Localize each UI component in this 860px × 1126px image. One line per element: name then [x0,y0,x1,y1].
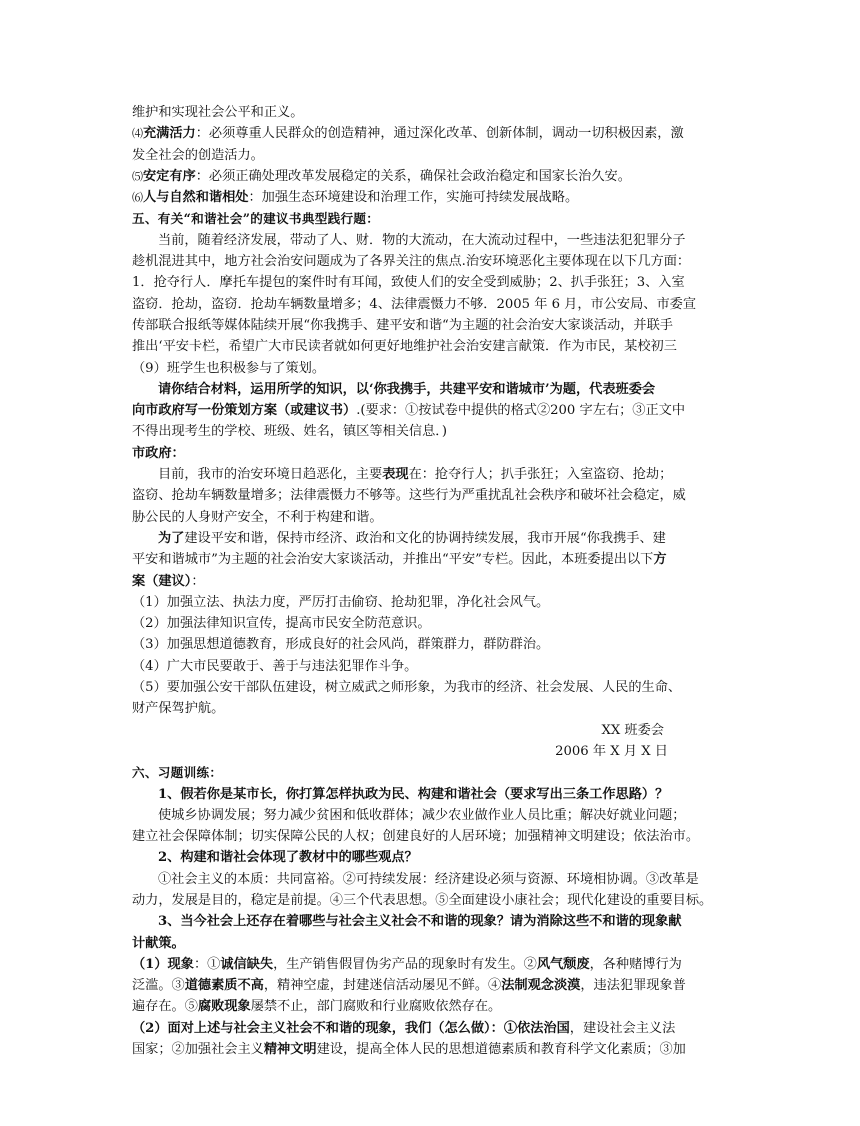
paragraph-line [132,549,752,570]
text: ： [191,573,205,589]
bold-term: 为了 [158,530,185,546]
bold-text: 向市政府写一份策划方案（或建议书） [132,403,357,419]
exercise-question: 计献策。 [132,935,185,951]
paragraph-line: 盗窃、抢劫车辆数量增多；法律震慑力不够等。这些行为严重扰乱社会秩序和破坏社会稳定，威 [132,488,686,504]
bold-term: 法制观念淡漠 [501,978,581,994]
answer-line [132,1018,752,1039]
answer-line [132,954,752,975]
bold-term: 案（建议） [132,573,192,589]
answer-line: ①社会主义的本质：共同富裕。②可持续发展：经济建设必须与资源、环境相协调。③改革是 [158,871,699,887]
exercise-question: 2、构建和谐社会体现了教材中的哪些观点？ [158,850,418,866]
text: 维护和实现社会公平和正义。 [132,105,304,120]
bold-term: 精神文明 [263,1042,317,1058]
answer-line [132,975,752,996]
bold-term: 充满活力 [143,126,196,142]
paragraph-line: 传部联合报纸等媒体陆续开展“你我携手、建平安和谐“为主题的社会治安大家谈活动，并联手 [132,317,673,333]
text: 国家；②加强社会主义 [132,1042,264,1058]
paragraph-line: 盗窃．抢劫，盗窃．抢劫车辆数量增多；4、法律震慑力不够．2005 年 6 月，市公安局、市委宣 [132,296,697,312]
bold-term: 诚信缺失 [220,956,274,972]
text-line [132,102,752,123]
answer-line [132,1039,752,1060]
exercise-question: 3、当今社会上还存在着哪些与社会主义社会不和谐的现象？请为消除这些不和谐的现象献 [158,914,682,930]
section-heading: 五、有关“和谐社会”的建议书典型践行题： [132,211,380,227]
bold-term: 人与自然和谐相处 [143,190,249,206]
text: ，各种赌博行为 [589,956,682,972]
text-line [132,187,752,208]
answer-line: 动力，发展是目的，稳定是前提。④三个代表思想。⑤全面建设小康社会；现代化建设的重要目标。 [132,892,713,908]
bold-term: 腐败现象 [197,999,251,1015]
text: 在：抢夺行人；扒手张狂；入室盗窃、抢劫； [408,467,673,483]
bold-term: 安定有序 [143,168,196,184]
text-line [132,166,752,187]
paragraph-line [132,528,752,549]
question-line: 不得出现考生的学校、班级、姓名，镇区等相关信息．) [132,424,448,440]
bold-term: 依法治国 [517,1020,570,1036]
bold-term: 表现 [382,467,409,483]
signature-date: 2006 年 X 月 X 日 [555,743,668,759]
text: 泛滥。③ [132,978,185,994]
text: 目前，我市的治安环境日趋恶化，主要 [158,467,383,483]
paragraph-line: 当前，随着经济发展，带动了人、财．物的大流动，在大流动过程中，一些违法犯犯罪分子 [158,232,686,248]
suggestion-item: （1）加强立法、执法力度，严厉打击偷窃、抢劫犯罪，净化社会风气。 [132,594,550,610]
answer-line: 建立社会保障体制；切实保障公民的人权；创建良好的人居环境；加强精神文明建设；依法治市。 [132,829,700,845]
suggestion-item: （4）广大市民要敢于、善于与违法犯罪作斗争。 [132,658,418,674]
paragraph-line: （9）班学生也积极参与了策划。 [132,360,326,376]
question-line [132,400,752,421]
question-line: 请你结合材料，运用所学的知识，以‘你我携手，共建平安和谐城市’为题，代表班委会 [158,381,656,397]
paragraph-line: 胁公民的人身财产安全，不利于构建和谐。 [132,509,383,525]
text: 建设平安和谐，保持市经济、政治和文化的协调持续发展，我市开展“你我携手、建 [184,530,666,546]
text-line [132,145,752,166]
text: 屡禁不止，部门腐败和行业腐败依然存在。 [250,999,502,1015]
text: 遍存在。⑤ [132,999,198,1015]
text: 建设，提高全体人民的思想道德素质和教育科学文化素质；③加 [316,1042,686,1058]
salutation: 市政府： [132,445,185,461]
text: ：必须尊重人民群众的创造精神，通过深化改革、创新体制，调动一切积极因素，激 [195,126,684,142]
text: ，生产销售假冒伪劣产品的现象时有发生。② [273,956,537,972]
text: 平安和谐城市”为主题的社会治安大家谈活动，并推出“平安”专栏。因此，本班委提出以下 [132,552,654,568]
document-page [132,102,752,1060]
text-line [132,123,752,144]
exercise-question: 1、假若你是某市长，你打算怎样执政为民、构建和谐社会（要求写出三条工作思路）？ [158,786,669,802]
answer-line [132,996,752,1017]
list-number: ⑷ [132,127,143,141]
bold-term: 风气颓废 [536,956,590,972]
suggestion-item: （3）加强思想道德教育，形成良好的社会风尚，群策群力，群防群治。 [132,637,550,653]
paragraph-line [132,571,752,592]
list-number: ⑹ [132,191,143,205]
text: ：加强生态环境建设和治理工作，实施可持续发展战略。 [248,190,579,206]
bold-term: 道德素质不高 [184,978,264,994]
suggestion-item: （2）加强法律知识宣传，提高市民安全防范意识。 [132,616,431,632]
bold-term: 方 [653,552,667,568]
paragraph-line: 趁机混进其中，地方社会治安问题成为了各界关注的焦点.治安环境恶化主要体现在以下几方面： [132,254,691,270]
suggestion-item: 财产保驾护航。 [132,701,225,717]
bold-text: （2）面对上述与社会主义社会不和谐的现象，我们（怎么做）：① [132,1020,518,1036]
text: ：必须正确处理改革发展稳定的关系，确保社会政治稳定和国家长治久安。 [195,168,631,184]
paragraph-line [132,464,752,485]
signature: XX 班委会 [601,722,664,738]
paragraph-line: 1．抢夺行人．摩托车提包的案件时有耳闻，致使人们的安全受到威胁；2、扒手张狂；3、入室 [132,275,685,291]
text: ，建设社会主义法 [569,1020,676,1036]
text: ，精神空虚，封建迷信活动屡见不鲜。④ [263,978,502,994]
text: .(要求：①按试卷中提供的格式②200 字左右；③正文中 [356,403,686,419]
bold-term: （1）现象 [132,956,194,972]
text: ，违法犯罪现象普 [580,978,686,994]
text: 发全社会的创造活力。 [132,147,264,163]
paragraph-line: 推出‘平安卡栏，希望广大市民读者就如何更好地维护社会治安建言献策．作为市民，某校初三 [132,339,677,355]
list-number: ⑸ [132,169,143,183]
text: ：① [193,956,221,972]
suggestion-item: （5）要加强公安干部队伍建设，树立威武之师形象，为我市的经济、社会发展、人民的生命、 [132,680,682,696]
section-heading: 六、习题训练： [132,765,223,781]
answer-line: 使城乡协调发展；努力减少贫困和低收群体；减少农业做作业人员比重；解决好就业问题； [158,807,686,823]
